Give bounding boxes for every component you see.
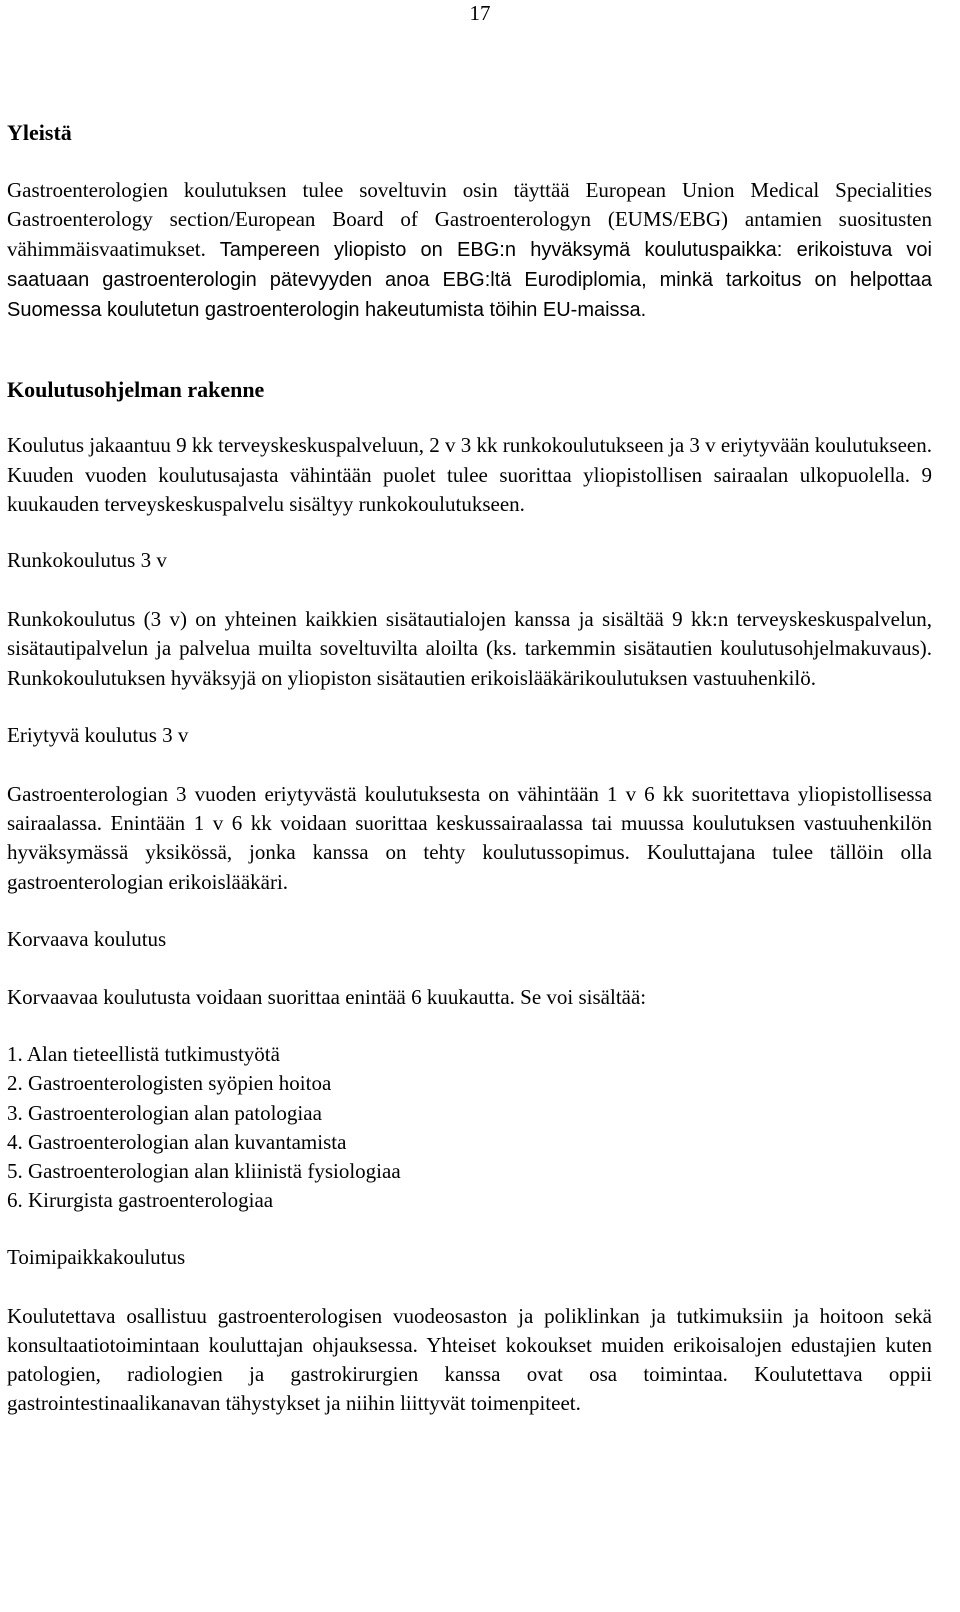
list-item: 5. Gastroenterologian alan kliinistä fysiologiaa — [7, 1159, 401, 1184]
page-number: 17 — [469, 1, 491, 25]
list-item: 3. Gastroenterologian alan patologiaa — [7, 1100, 322, 1125]
document-body — [7, 118, 932, 1419]
list-item: 6. Kirurgista gastroenterologiaa — [7, 1188, 274, 1213]
list-item: 4. Gastroenterologian alan kuvantamista — [7, 1129, 347, 1154]
paragraph-substitute-intro: Korvaavaa koulutusta voidaan suorittaa enintää 6 kuukautta. Se voi sisältää: — [7, 985, 647, 1010]
heading-specialized: Eriytyvä koulutus 3 v — [7, 722, 189, 747]
paragraph-general — [7, 176, 932, 325]
paragraph-workplace: Koulutettava osallistuu gastroenterologisen vuodeosaston ja poliklinkan ja tutkimuksiin ja hoitoon sekä konsultaatiotoimintaan kouluttajan ohjauksessa. Yhteiset kokoukset muiden erikoisalojen edustajien kuten patologien, radiologien ja gastrokirurgien kanssa ovat osa toimintaa. Koulutettava oppii gastrointestinaalikanavan tähystykset ja niihin liittyvät toimenpiteet. — [7, 1303, 932, 1416]
list-item: 2. Gastroenterologisten syöpien hoitoa — [7, 1071, 332, 1096]
heading-structure: Koulutusohjelman rakenne — [7, 377, 265, 403]
heading-core: Runkokoulutus 3 v — [7, 548, 167, 573]
paragraph-core: Runkokoulutus (3 v) on yhteinen kaikkien sisätautialojen kanssa ja sisältää 9 kk:n terveyskeskuspalvelun, sisätautipalvelun ja palvelua muilta soveltuvilta aloilta (ks. tarkemmin sisätautien koulutusohjelmakuvaus). Runkokoulutuksen hyväksyjä on yliopiston sisätautien erikoislääkärikoulutuksen vastuuhenkilö. — [7, 607, 932, 690]
paragraph-structure: Koulutus jakaantuu 9 kk terveyskeskuspalveluun, 2 v 3 kk runkokoulutukseen ja 3 v eriytyvään koulutukseen. Kuuden vuoden koulutusajasta vähintään puolet tulee suorittaa yliopistollisen sairaalan ulkopuolella. 9 kuukauden terveyskeskuspalvelu sisältyy runkokoulutukseen. — [7, 433, 932, 516]
heading-workplace: Toimipaikkakoulutus — [7, 1245, 186, 1270]
heading-substitute: Korvaava koulutus — [7, 926, 167, 951]
paragraph-general-part2: Tampereen yliopisto on EBG:n hyväksymä koulutuspaikka: erikoistuva voi saatuaan gastroenterologin pätevyyden anoa EBG:ltä Eurodiplomia, minkä tarkoitus on helpottaa Suomessa koulutetun gastroenterologin hakeutumista töihin EU-maissa. — [7, 238, 932, 322]
substitute-list — [7, 1040, 932, 1215]
paragraph-specialized: Gastroenterologian 3 vuoden eriytyvästä koulutuksesta on vähintään 1 v 6 kk suoritettava yliopistollisessa sairaalassa. Enintään 1 v 6 kk voidaan suorittaa keskussairaalassa tai muussa koulutuksen vastuuhenkilön hyväksymässä yksikössä, jonka kanssa on tehty koulutussopimus. Kouluttajana tulee tällöin olla gastroenterologian erikoislääkäri. — [7, 782, 932, 894]
list-item: 1. Alan tieteellistä tutkimustyötä — [7, 1042, 280, 1067]
heading-general: Yleistä — [7, 120, 72, 145]
paragraph-general-part1: Gastroenterologien koulutuksen tulee soveltuvin osin täyttää European Union Medical Specialities Gastroenterology section/European Board of Gastroenterologyn (EUMS/EBG) antamien suositusten vähimmäisvaatimukset. — [7, 178, 932, 261]
